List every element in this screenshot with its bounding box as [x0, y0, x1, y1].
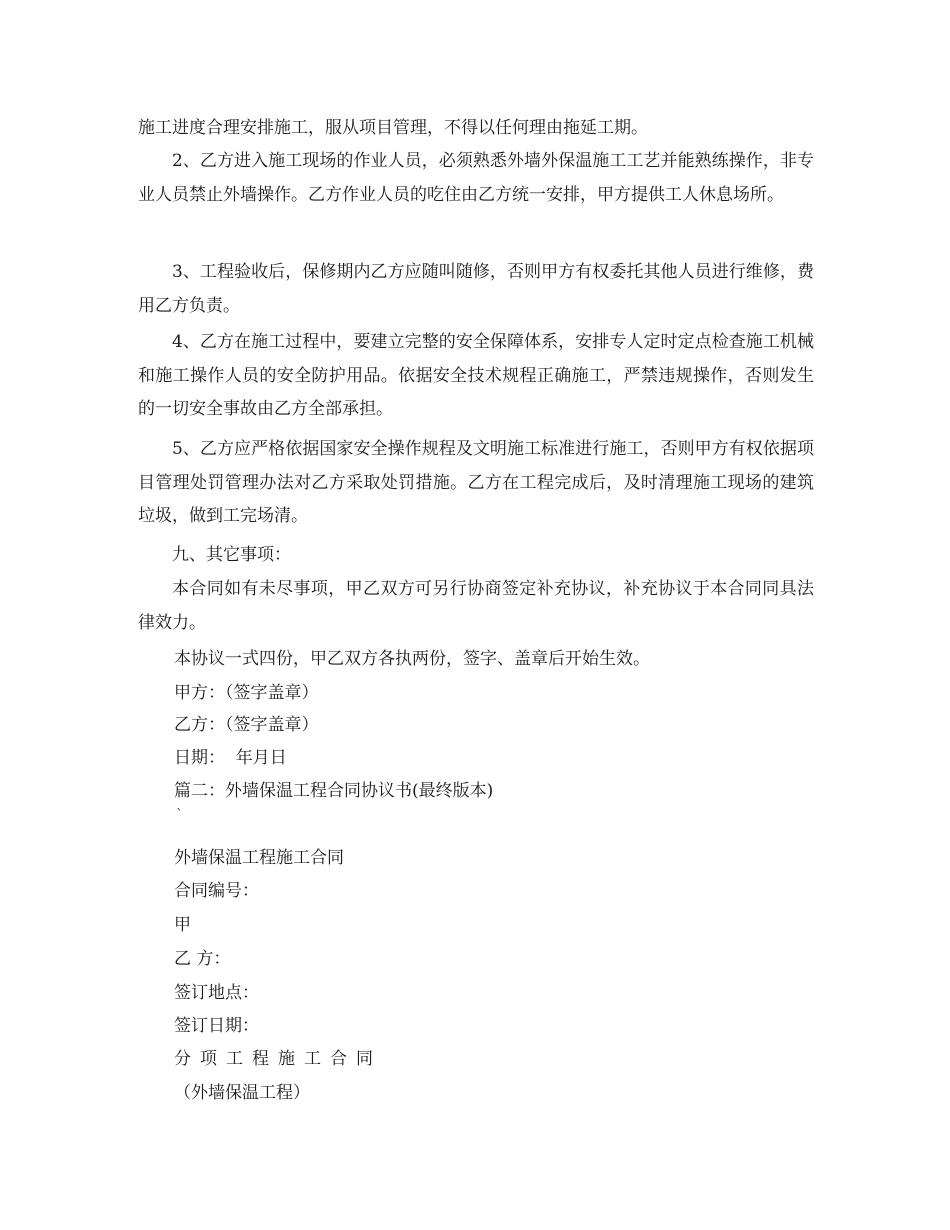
subcontract-title: 分项工程施工合同: [174, 1049, 382, 1069]
party-a-signature-line: 甲方：（签字盖章）: [174, 683, 319, 703]
copies-line: 本协议一式四份，甲乙双方各执两份，签字、盖章后开始生效。: [174, 649, 650, 669]
contract-title: 外墙保温工程施工合同: [174, 848, 344, 868]
date-line: 日期： 年月日: [174, 748, 287, 768]
paragraph-clause-5: 5、乙方应严格依据国家安全操作规程及文明施工标准进行施工，否则甲方有权依据项目管理处罚管理办法对乙方采取处罚措施。乙方在工程完成后，及时清理施工现场的建筑垃圾，做到工完场清。: [138, 439, 814, 526]
paragraph-clause-3: 3、工程验收后，保修期内乙方应随叫随修，否则甲方有权委托其他人员进行维修，费用乙方负责。: [138, 262, 814, 316]
signing-place-label: 签订地点：: [174, 983, 259, 1003]
paragraph-clause-2: 2、乙方进入施工现场的作业人员，必须熟悉外墙外保温施工工艺并能熟练操作，非专业人员禁止外墙操作。乙方作业人员的吃住由乙方统一安排，甲方提供工人休息场所。: [138, 151, 814, 205]
contract-number-label: 合同编号：: [174, 881, 259, 901]
party-a-label: 甲: [174, 915, 191, 935]
paragraph-schedule: 施工进度合理安排施工，服从项目管理，不得以任何理由拖延工期。: [138, 118, 648, 138]
stray-tick-mark: `: [176, 807, 183, 823]
paragraph-clause-4: 4、乙方在施工过程中，要建立完整的安全保障体系，安排专人定时定点检查施工机械和施工操作人员的安全防护用品。依据安全技术规程正确施工，严禁违规操作，否则发生的一切安全事故由乙方全部承担。: [138, 332, 814, 419]
section-heading-other-matters: 九、其它事项：: [172, 545, 291, 565]
signing-date-label: 签订日期：: [174, 1016, 259, 1036]
subcontract-title-note: （外墙保温工程）: [174, 1083, 310, 1103]
party-b-signature-line: 乙方：（签字盖章）: [174, 715, 319, 735]
part-two-title: 篇二：外墙保温工程合同协议书(最终版本): [174, 781, 494, 801]
paragraph-supplement: 本合同如有未尽事项，甲乙双方可另行协商签定补充协议，补充协议于本合同同具法律效力。: [138, 579, 814, 633]
party-b-label: 乙 方：: [174, 949, 231, 969]
